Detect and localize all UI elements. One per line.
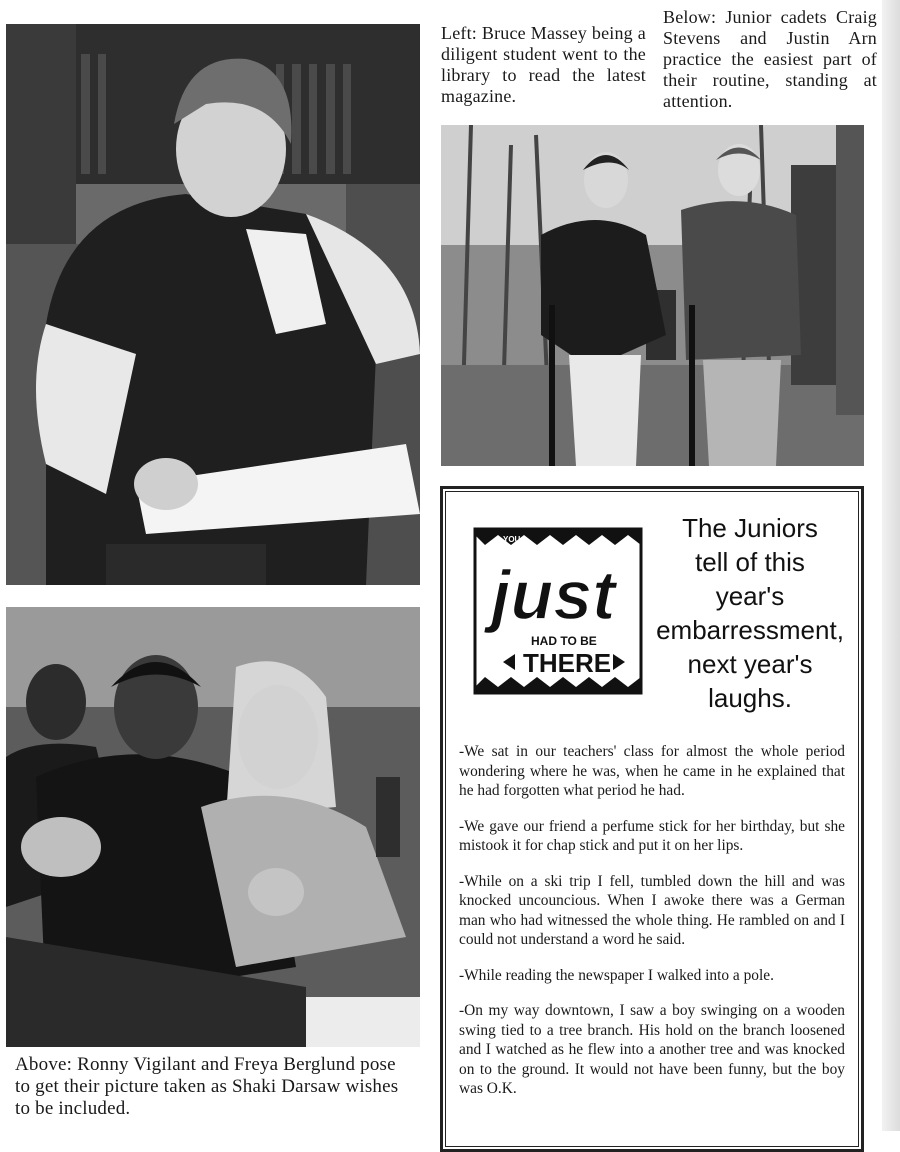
story-item: -While reading the newspaper I walked into a pole.: [459, 966, 774, 984]
story-item: -On my way downtown, I saw a boy swinging on a wooden swing tied to a tree branch. His hold on the branch loosened and I watched as he flew into a another tree and was knocked on to the ground. It would not have been funny, but the boy was O.K.: [459, 1002, 845, 1097]
photo-library-student: [6, 24, 420, 585]
logo-had-to-be-text: HAD TO BE: [531, 634, 597, 648]
story-item: -We sat in our teachers' class for almost the whole period wondering where he was, when he came in he explained that he had forgotten what period he had.: [459, 743, 845, 799]
page-edge: [882, 0, 900, 1131]
headline-line: embarressment,: [656, 615, 844, 645]
caption-left: Left: Bruce Massey being a diligent student went to the library to read the latest magazine.: [441, 23, 646, 106]
caption-below: Below: Junior cadets Craig Stevens and Justin Arn practice the easiest part of their routine, standing at attention.: [663, 7, 877, 111]
caption-above: Above: Ronny Vigilant and Freya Berglund pose to get their picture taken as Shaki Darsaw wishes to be included.: [15, 1054, 399, 1119]
photo-pose-group: [6, 607, 420, 1047]
headline-line: laughs.: [708, 683, 792, 713]
logo-there-text: THERE: [523, 648, 612, 678]
story-item: -While on a ski trip I fell, tumbled down the hill and was knocked uncouncious. When I awoke there was a German man who had witnessed the whole thing. He rambled on and I could not understand a word he said.: [459, 872, 845, 948]
feature-box: [440, 486, 864, 1152]
logo-just-text: just: [491, 556, 616, 634]
headline-line: year's: [715, 581, 785, 611]
feature-headline: [649, 511, 851, 715]
headline-line: The Juniors: [682, 513, 818, 543]
story-list: [459, 742, 845, 1115]
logo-you-text: YOU: [503, 535, 521, 544]
photo-junior-cadets: [441, 125, 864, 466]
headline-line: tell of this: [695, 547, 805, 577]
headline-line: next year's: [687, 649, 813, 679]
you-just-had-to-be-there-logo: [473, 527, 643, 695]
story-item: -We gave our friend a perfume stick for her birthday, but she mistook it for chap stick and put it on her lips.: [459, 817, 845, 854]
